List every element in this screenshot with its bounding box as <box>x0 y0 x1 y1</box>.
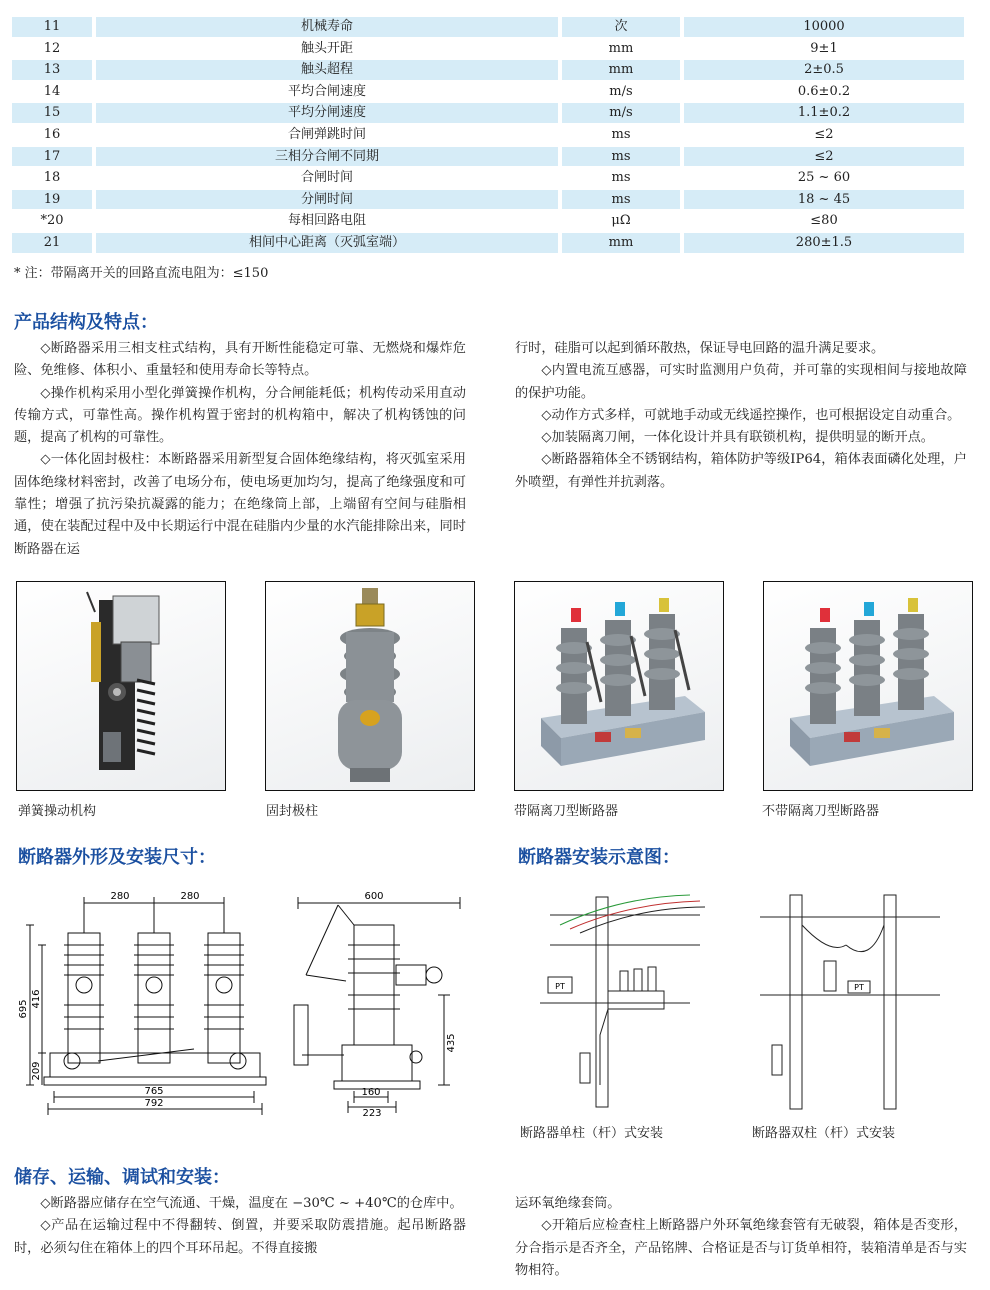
spring-mechanism-illustration <box>17 582 225 790</box>
single-pole-install-drawing <box>540 885 720 1115</box>
dim-label: 416 <box>31 989 42 1009</box>
storage-paragraph: 运环氧绝缘套筒。 <box>515 1196 621 1211</box>
features-paragraph: ◇动作方式多样，可就地手动或无线遥控操作，也可根据设定自动重合。 <box>541 407 961 423</box>
features-paragraph: ◇内置电流互感器，可实时监测用户负荷，并可靠的实现相间与接地故障的保护功能。 <box>515 363 967 401</box>
photo-caption: 不带隔离刀型断路器 <box>762 804 880 819</box>
features-left-column <box>14 338 466 561</box>
features-paragraph: ◇加装隔离刀闸，一体化设计并具有联锁机构，提供明显的断开点。 <box>541 430 934 446</box>
install-caption: 断路器双柱（杆）式安装 <box>752 1126 896 1141</box>
storage-left-column <box>14 1193 466 1260</box>
table-row: 16 合闸弹跳时间 ms ≤2 <box>43 126 834 142</box>
dim-label: 765 <box>144 1086 164 1097</box>
double-pole-install-drawing <box>760 885 950 1115</box>
table-row: 12 触头开距 mm 9±1 <box>43 40 838 56</box>
dimensions-heading: 断路器外形及安装尺寸： <box>18 847 216 868</box>
dim-label: 792 <box>144 1098 164 1109</box>
breaker-with-isolator-illustration <box>515 582 723 790</box>
features-paragraph: 行时，硅脂可以起到循环散热，保证导电回路的温升满足要求。 <box>515 341 885 356</box>
features-right-column <box>515 338 967 494</box>
install-caption: 断路器单柱（杆）式安装 <box>520 1126 664 1141</box>
features-paragraph: ◇操作机构采用小型化弹簧操作机构，分合闸能耗低；机构传动采用直动传输方式，可靠性高。操作机构置于密封的机构箱中，解决了机构锈蚀的问题，提高了机构的可靠性。 <box>14 385 466 446</box>
features-paragraph: ◇一体化固封极柱：本断路器采用新型复合固体绝缘结构，将灭弧室采用固体绝缘材料密封，改善了电场分布，使电场更加均匀，提高了绝缘强度和可靠性；增强了抗污染抗凝露的能力；在绝缘筒上部，上端留有空间与硅脂相通，使在装配过程中及中长期运行中混在硅脂内少量的水汽能排除出来，同时断路器在运 <box>14 452 466 557</box>
dim-label: 280 <box>110 891 130 902</box>
table-footnote: * 注：带隔离开关的回路直流电阻为：≤150 <box>14 266 269 281</box>
dim-label: 160 <box>361 1087 381 1098</box>
dim-label: 695 <box>18 999 29 1019</box>
table-row: 14 平均合闸速度 m/s 0.6±0.2 <box>43 83 851 99</box>
photo-breaker-without-isolator <box>763 581 973 791</box>
front-view-drawing <box>14 885 274 1120</box>
pt-label: PT <box>854 983 864 992</box>
photo-caption: 带隔离刀型断路器 <box>514 804 619 819</box>
dim-label: 600 <box>364 891 384 902</box>
dim-label: 435 <box>446 1033 457 1053</box>
photo-spring-mechanism <box>16 581 226 791</box>
breaker-without-isolator-illustration <box>764 582 972 790</box>
features-paragraph: ◇断路器采用三相支柱式结构，具有开断性能稳定可靠、无燃烧和爆炸危险、免维修、体积小、重量轻和使用寿命长等特点。 <box>14 341 466 379</box>
table-row: 11 机械寿命 次 10000 <box>12 16 972 38</box>
table-row: *20 每相回路电阻 μΩ ≤80 <box>40 213 838 229</box>
photo-caption: 弹簧操动机构 <box>18 804 97 819</box>
table-row: 19 分闸时间 ms 18 ~ 45 <box>12 189 972 211</box>
dim-label: 209 <box>31 1061 42 1081</box>
table-row: 18 合闸时间 ms 25 ~ 60 <box>43 170 851 186</box>
install-heading: 断路器安装示意图： <box>518 847 680 868</box>
features-paragraph: ◇断路器箱体全不锈钢结构，箱体防护等级IP64，箱体表面磷化处理，户外喷塑，有弹性并抗剥落。 <box>515 452 967 490</box>
embedded-pole-illustration <box>266 582 474 790</box>
photo-caption: 固封极柱 <box>266 804 319 819</box>
storage-heading: 储存、运输、调试和安装： <box>14 1167 230 1188</box>
photo-embedded-pole <box>265 581 475 791</box>
side-view-drawing <box>284 885 484 1120</box>
spec-table <box>12 16 972 254</box>
table-row: 15 平均分闸速度 m/s 1.1±0.2 <box>12 102 972 124</box>
storage-paragraph: ◇开箱后应检查柱上断路器户外环氧绝缘套管有无破裂，箱体是否变形，分合指示是否齐全，产品铭牌、合格证是否与订货单相符，装箱清单是否与实物相符。 <box>515 1218 967 1278</box>
storage-paragraph: ◇断路器应储存在空气流通、干燥，温度在 −30℃ ~ +40℃的仓库中。 <box>40 1196 463 1211</box>
table-row: 21 相间中心距离（灭弧室端） mm 280±1.5 <box>12 232 972 254</box>
table-row: 17 三相分合闸不同期 ms ≤2 <box>12 146 972 168</box>
storage-paragraph: ◇产品在运输过程中不得翻转、倒置，并要采取防震措施。起吊断路器时，必须勾住在箱体上的四个耳环吊起。不得直接搬 <box>14 1218 466 1256</box>
photo-breaker-with-isolator <box>514 581 724 791</box>
dim-label: 280 <box>180 891 200 902</box>
table-row: 13 触头超程 mm 2±0.5 <box>12 59 972 81</box>
features-heading: 产品结构及特点： <box>14 312 158 333</box>
dim-label: 223 <box>362 1108 382 1119</box>
storage-right-column <box>515 1193 967 1282</box>
pt-label: PT <box>555 982 565 991</box>
